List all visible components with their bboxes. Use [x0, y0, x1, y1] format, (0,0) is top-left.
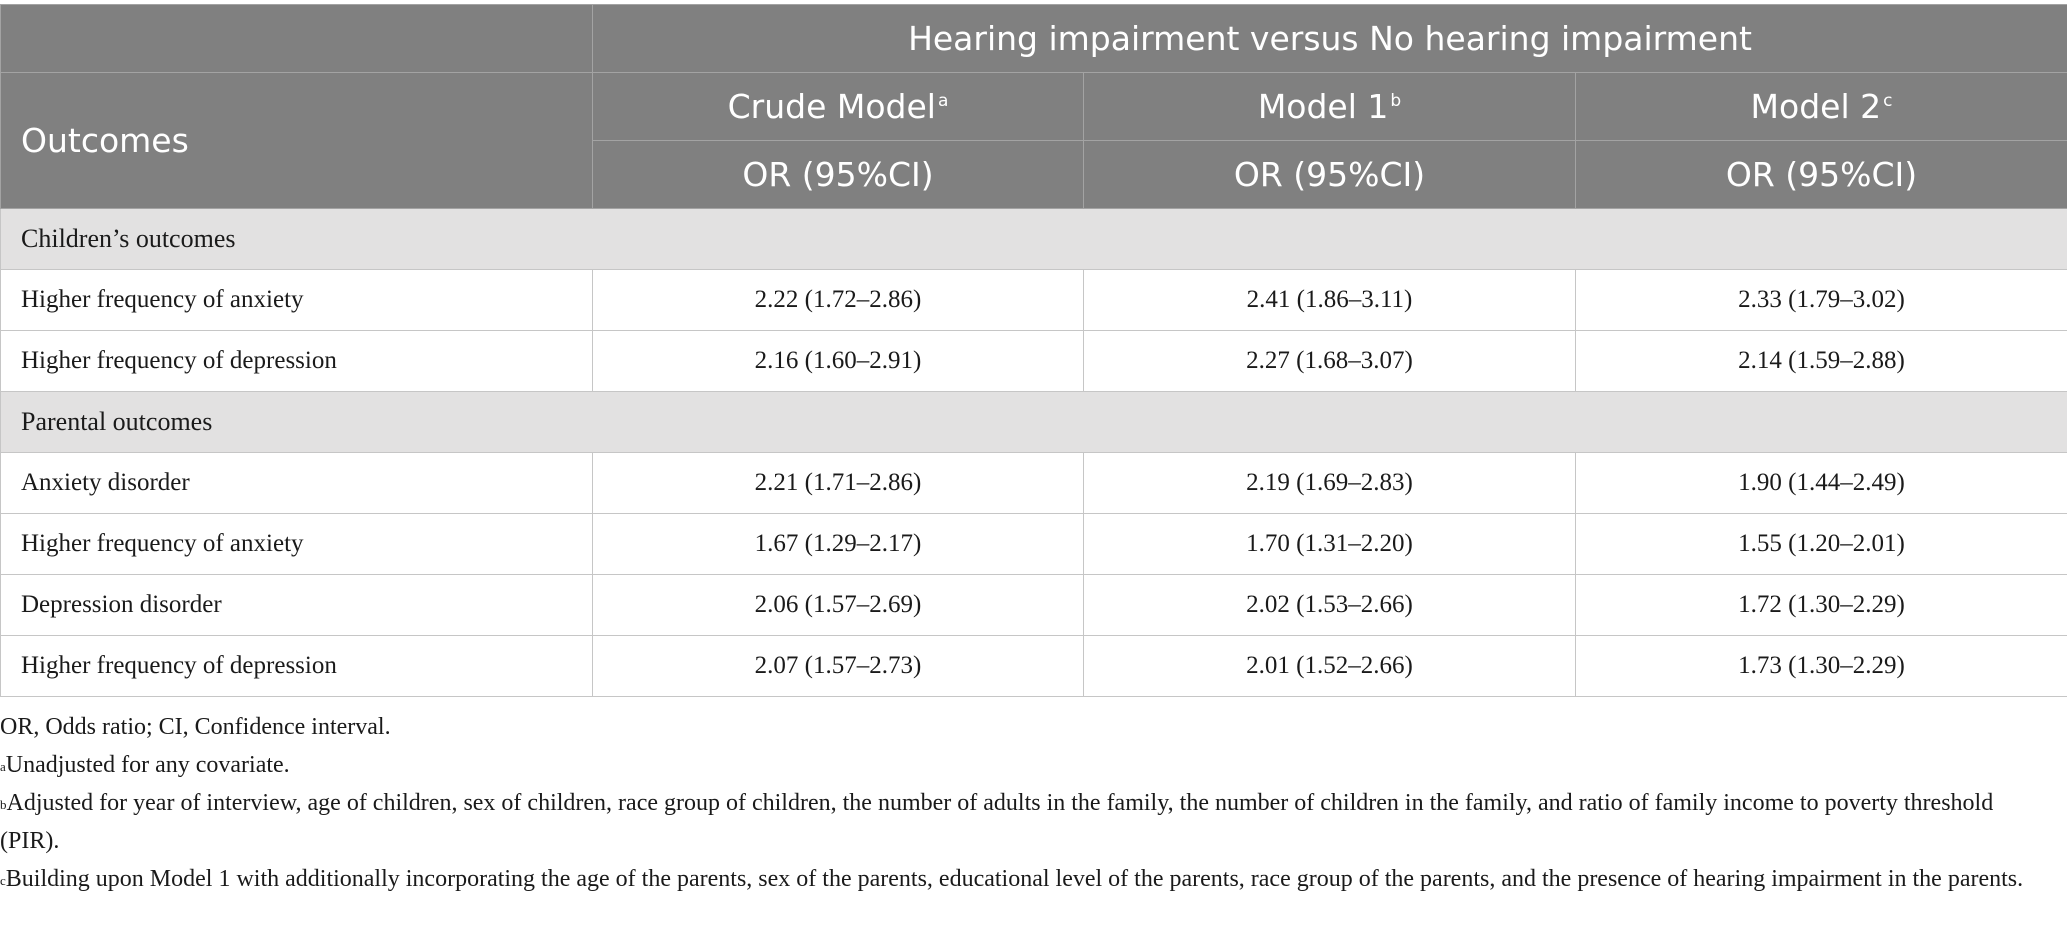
- footnote-text: Unadjusted for any covariate.: [5, 752, 290, 778]
- value-cell: 2.22 (1.72–2.86): [593, 270, 1084, 331]
- stat-header: OR (95%CI): [1576, 141, 2067, 209]
- header-blank-cell: [1, 5, 593, 73]
- table-footnotes: [0, 708, 2050, 898]
- row-label: Anxiety disorder: [1, 453, 593, 514]
- footnote-c: [0, 860, 2050, 898]
- value-cell: 1.72 (1.30–2.29): [1576, 575, 2067, 636]
- row-label: Higher frequency of anxiety: [1, 270, 593, 331]
- section-row-children: [1, 209, 2067, 270]
- header-row-models: [1, 73, 2067, 141]
- value-cell: 1.55 (1.20–2.01): [1576, 514, 2067, 575]
- footnote-b: [0, 784, 2050, 860]
- row-label: Depression disorder: [1, 575, 593, 636]
- value-cell: 2.16 (1.60–2.91): [593, 331, 1084, 392]
- value-cell: 2.07 (1.57–2.73): [593, 636, 1084, 697]
- model-header-model1: [1084, 73, 1576, 141]
- value-cell: 1.73 (1.30–2.29): [1576, 636, 2067, 697]
- row-label: Higher frequency of anxiety: [1, 514, 593, 575]
- footnote-mark: c: [0, 873, 6, 888]
- table-row: [1, 514, 2067, 575]
- table-body: [1, 209, 2067, 697]
- table-row: [1, 636, 2067, 697]
- model-footnote-mark: c: [1883, 91, 1893, 111]
- value-cell: 2.06 (1.57–2.69): [593, 575, 1084, 636]
- section-row-parental: [1, 392, 2067, 453]
- model-name: Crude Model: [727, 87, 936, 126]
- model-header-model2: [1576, 73, 2067, 141]
- value-cell: 2.19 (1.69–2.83): [1084, 453, 1576, 514]
- model-footnote-mark: b: [1390, 91, 1402, 111]
- footnote-mark: a: [0, 759, 6, 774]
- stat-header: OR (95%CI): [593, 141, 1084, 209]
- table-row: [1, 575, 2067, 636]
- value-cell: 2.41 (1.86–3.11): [1084, 270, 1576, 331]
- model-name: Model 1: [1257, 87, 1389, 126]
- value-cell: 2.21 (1.71–2.86): [593, 453, 1084, 514]
- footnote-text: Adjusted for year of interview, age of children, sex of children, race group of children, the number of adults in the family, the number of children in the family, and ratio of family income to poverty threshold (PIR).: [0, 790, 1994, 854]
- table-row: [1, 270, 2067, 331]
- row-label: Higher frequency of depression: [1, 636, 593, 697]
- value-cell: 1.67 (1.29–2.17): [593, 514, 1084, 575]
- value-cell: 2.01 (1.52–2.66): [1084, 636, 1576, 697]
- model-header-crude: [593, 73, 1084, 141]
- value-cell: 1.70 (1.31–2.20): [1084, 514, 1576, 575]
- header-row-group: [1, 5, 2067, 73]
- footnote-mark: b: [0, 797, 7, 812]
- model-name: Model 2: [1750, 87, 1882, 126]
- value-cell: 1.90 (1.44–2.49): [1576, 453, 2067, 514]
- group-header: Hearing impairment versus No hearing impairment: [593, 5, 2067, 73]
- stat-header: OR (95%CI): [1084, 141, 1576, 209]
- outcomes-header: Outcomes: [1, 73, 593, 209]
- table-row: [1, 331, 2067, 392]
- table-header: [1, 5, 2067, 209]
- model-footnote-mark: a: [937, 91, 949, 111]
- footnote-text: Building upon Model 1 with additionally incorporating the age of the parents, sex of the parents, educational level of the parents, race group of the parents, and the presence of hearing impairment in the parents.: [5, 866, 2024, 892]
- section-title: Parental outcomes: [1, 392, 2067, 453]
- table-row: [1, 453, 2067, 514]
- row-label: Higher frequency of depression: [1, 331, 593, 392]
- value-cell: 2.27 (1.68–3.07): [1084, 331, 1576, 392]
- footnote-a: [0, 746, 2050, 784]
- value-cell: 2.14 (1.59–2.88): [1576, 331, 2067, 392]
- abbreviation-note: OR, Odds ratio; CI, Confidence interval.: [0, 714, 391, 740]
- section-title: Children’s outcomes: [1, 209, 2067, 270]
- value-cell: 2.02 (1.53–2.66): [1084, 575, 1576, 636]
- value-cell: 2.33 (1.79–3.02): [1576, 270, 2067, 331]
- odds-ratio-table: [0, 4, 2067, 697]
